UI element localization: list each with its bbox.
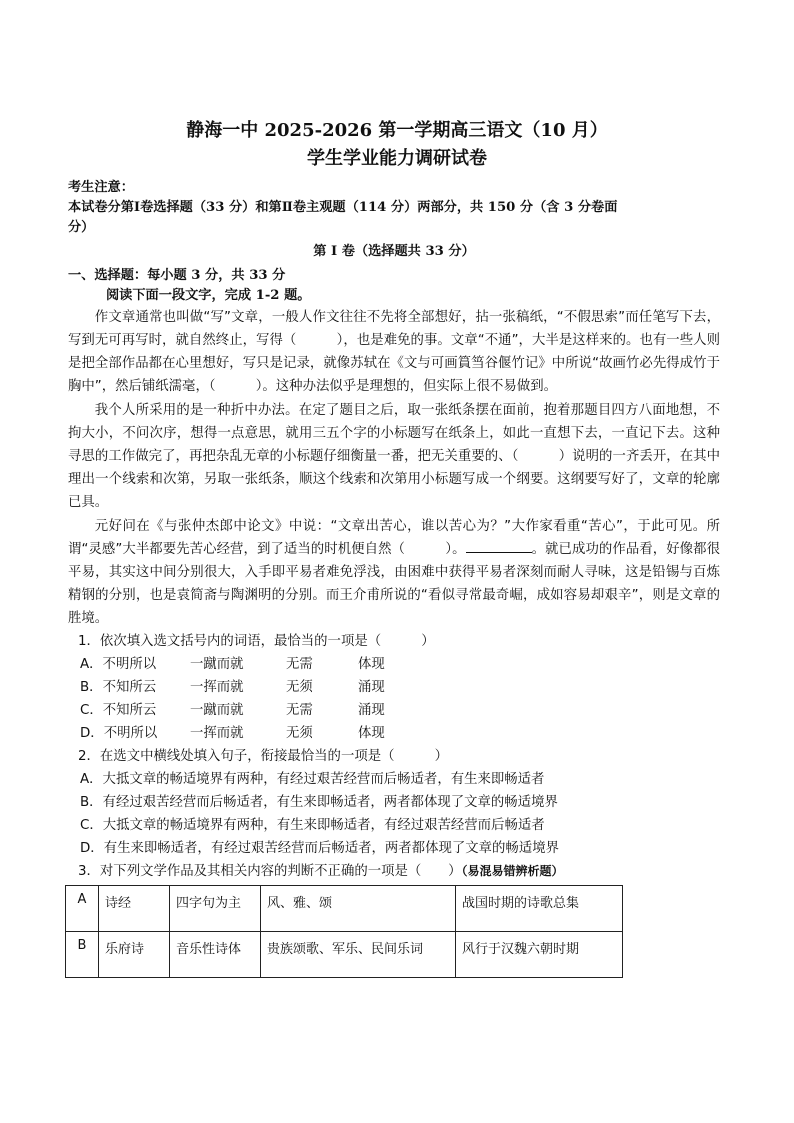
question-2-option-c[interactable]: C．大抵文章的畅适境界有两种，有生来即畅适者，有经过艰苦经营而后畅适者 — [80, 818, 545, 833]
question-3-table — [65, 885, 623, 978]
question-2-option-b[interactable]: B．有经过艰苦经营而后畅适者，有生来即畅适者，两者都体现了文章的畅适境界 — [80, 795, 558, 810]
table-cell: 战国时期的诗歌总集 — [456, 886, 623, 932]
part-heading: 一、选择题：每小题 3 分，共 33 分 — [68, 268, 286, 283]
question-1-option-a[interactable]: A．不明所以 一蹴而就 无需 体现 — [80, 657, 385, 672]
question-1-option-b[interactable]: B．不知所云 一挥而就 无须 涌现 — [80, 680, 385, 695]
question-1-option-c[interactable]: C．不知所云 一蹴而就 无需 涌现 — [80, 703, 385, 718]
question-3-hint: （易混易错辨析题） — [461, 864, 564, 878]
table-cell: 诗经 — [99, 886, 170, 932]
passage-p3-before: 元好问在《与张仲杰郎中论文》中说：“文章出苦心，谁以苦心为？”大作家看重“苦心”，于此可见。所谓“灵感”大半都要先苦心经营，到了适当的时机便自然（ ）。 — [68, 519, 720, 557]
fill-in-blank-line — [466, 538, 532, 553]
question-1-stem: 1．依次填入选文括号内的词语，最恰当的一项是（ ） — [78, 634, 435, 649]
notice-text-line1: 本试卷分第Ⅰ卷选择题（33 分）和第Ⅱ卷主观题（114 分）两部分，共 150 分（含 3 分卷面 — [68, 200, 618, 215]
notice-text-line2: 分） — [68, 220, 95, 235]
table-cell: 乐府诗 — [99, 932, 170, 978]
table-cell: B — [66, 932, 99, 978]
table-cell: 四字句为主 — [170, 886, 261, 932]
table-cell: 风、雅、颂 — [261, 886, 456, 932]
table-row — [66, 932, 623, 978]
question-3-stem: 3．对下列文学作品及其相关内容的判断不正确的一项是（ ）（易混易错辨析题） — [78, 864, 564, 879]
table-cell: 风行于汉魏六朝时期 — [456, 932, 623, 978]
table-cell: 音乐性诗体 — [170, 932, 261, 978]
notice-heading: 考生注意： — [68, 180, 134, 195]
exam-content — [68, 178, 720, 978]
question-2-stem: 2．在选文中横线处填入句子，衔接最恰当的一项是（ ） — [78, 749, 449, 764]
passage-paragraph-1: 作文章通常也叫做“写”文章，一般人作文往往不先将全部想好，拈一张稿纸，“不假思索”而任笔写下去，写到无可再写时，就自然终止，写得（ ），也是难免的事。文章“不通”，大半是这样来的。也有一些人则是把全部作品都在心里想好，写只是记录，就像苏轼在《文与可画篔筜谷偃竹记》中所说“故画竹必先得成竹于胸中”，然后铺纸濡毫，（ ）。这种办法似乎是理想的，但实际上很不易做到。 — [68, 310, 720, 394]
table-cell: A — [66, 886, 99, 932]
table-cell: 贵族颂歌、军乐、民间乐词 — [261, 932, 456, 978]
exam-title: 静海一中 2025-2026 第一学期高三语文（10 月） — [186, 120, 608, 141]
passage-paragraph-2: 我个人所采用的是一种折中办法。在定了题目之后，取一张纸条摆在面前，抱着那题目四方八面地想，不拘大小，不问次序，想得一点意思，就用三五个字的小标题写在纸条上，如此一直想下去，一直记下去。这种寻思的工作做完了，再把杂乱无章的小标题仔细衡量一番，把无关重要的、（ ）说明的一齐丢开，在其中理出一个线索和次第，另取一张纸条，顺这个线索和次第用小标题写成一个纲要。这纲要写好了，文章的轮廓已具。 — [68, 403, 720, 510]
passage-paragraph-3 — [68, 515, 720, 630]
passage-p3-after: 。就已成功的作品看，好像都很平易，其实这中间分别很大，入手即平易者难免浮浅，由困难中获得平易者深刻而耐人寻味，这是铅锡与百炼精钢的分别，也是袁简斋与陶渊明的分别。而王介甫所说的“看似寻常最奇崛，成如容易却艰辛”，则是文章的胜境。 — [68, 542, 720, 626]
reading-instruction: 阅读下面一段文字，完成 1-2 题。 — [106, 288, 311, 303]
section-title: 第 Ⅰ 卷（选择题共 33 分） — [313, 244, 475, 259]
question-2-option-d[interactable]: D．有生来即畅适者，有经过艰苦经营而后畅适者，两者都体现了文章的畅适境界 — [80, 841, 559, 856]
exam-subtitle: 学生学业能力调研试卷 — [307, 148, 487, 169]
question-1-option-d[interactable]: D．不明所以 一挥而就 无须 体现 — [80, 726, 385, 741]
question-2-option-a[interactable]: A．大抵文章的畅适境界有两种，有经过艰苦经营而后畅适者，有生来即畅适者 — [80, 772, 545, 787]
table-row — [66, 886, 623, 932]
